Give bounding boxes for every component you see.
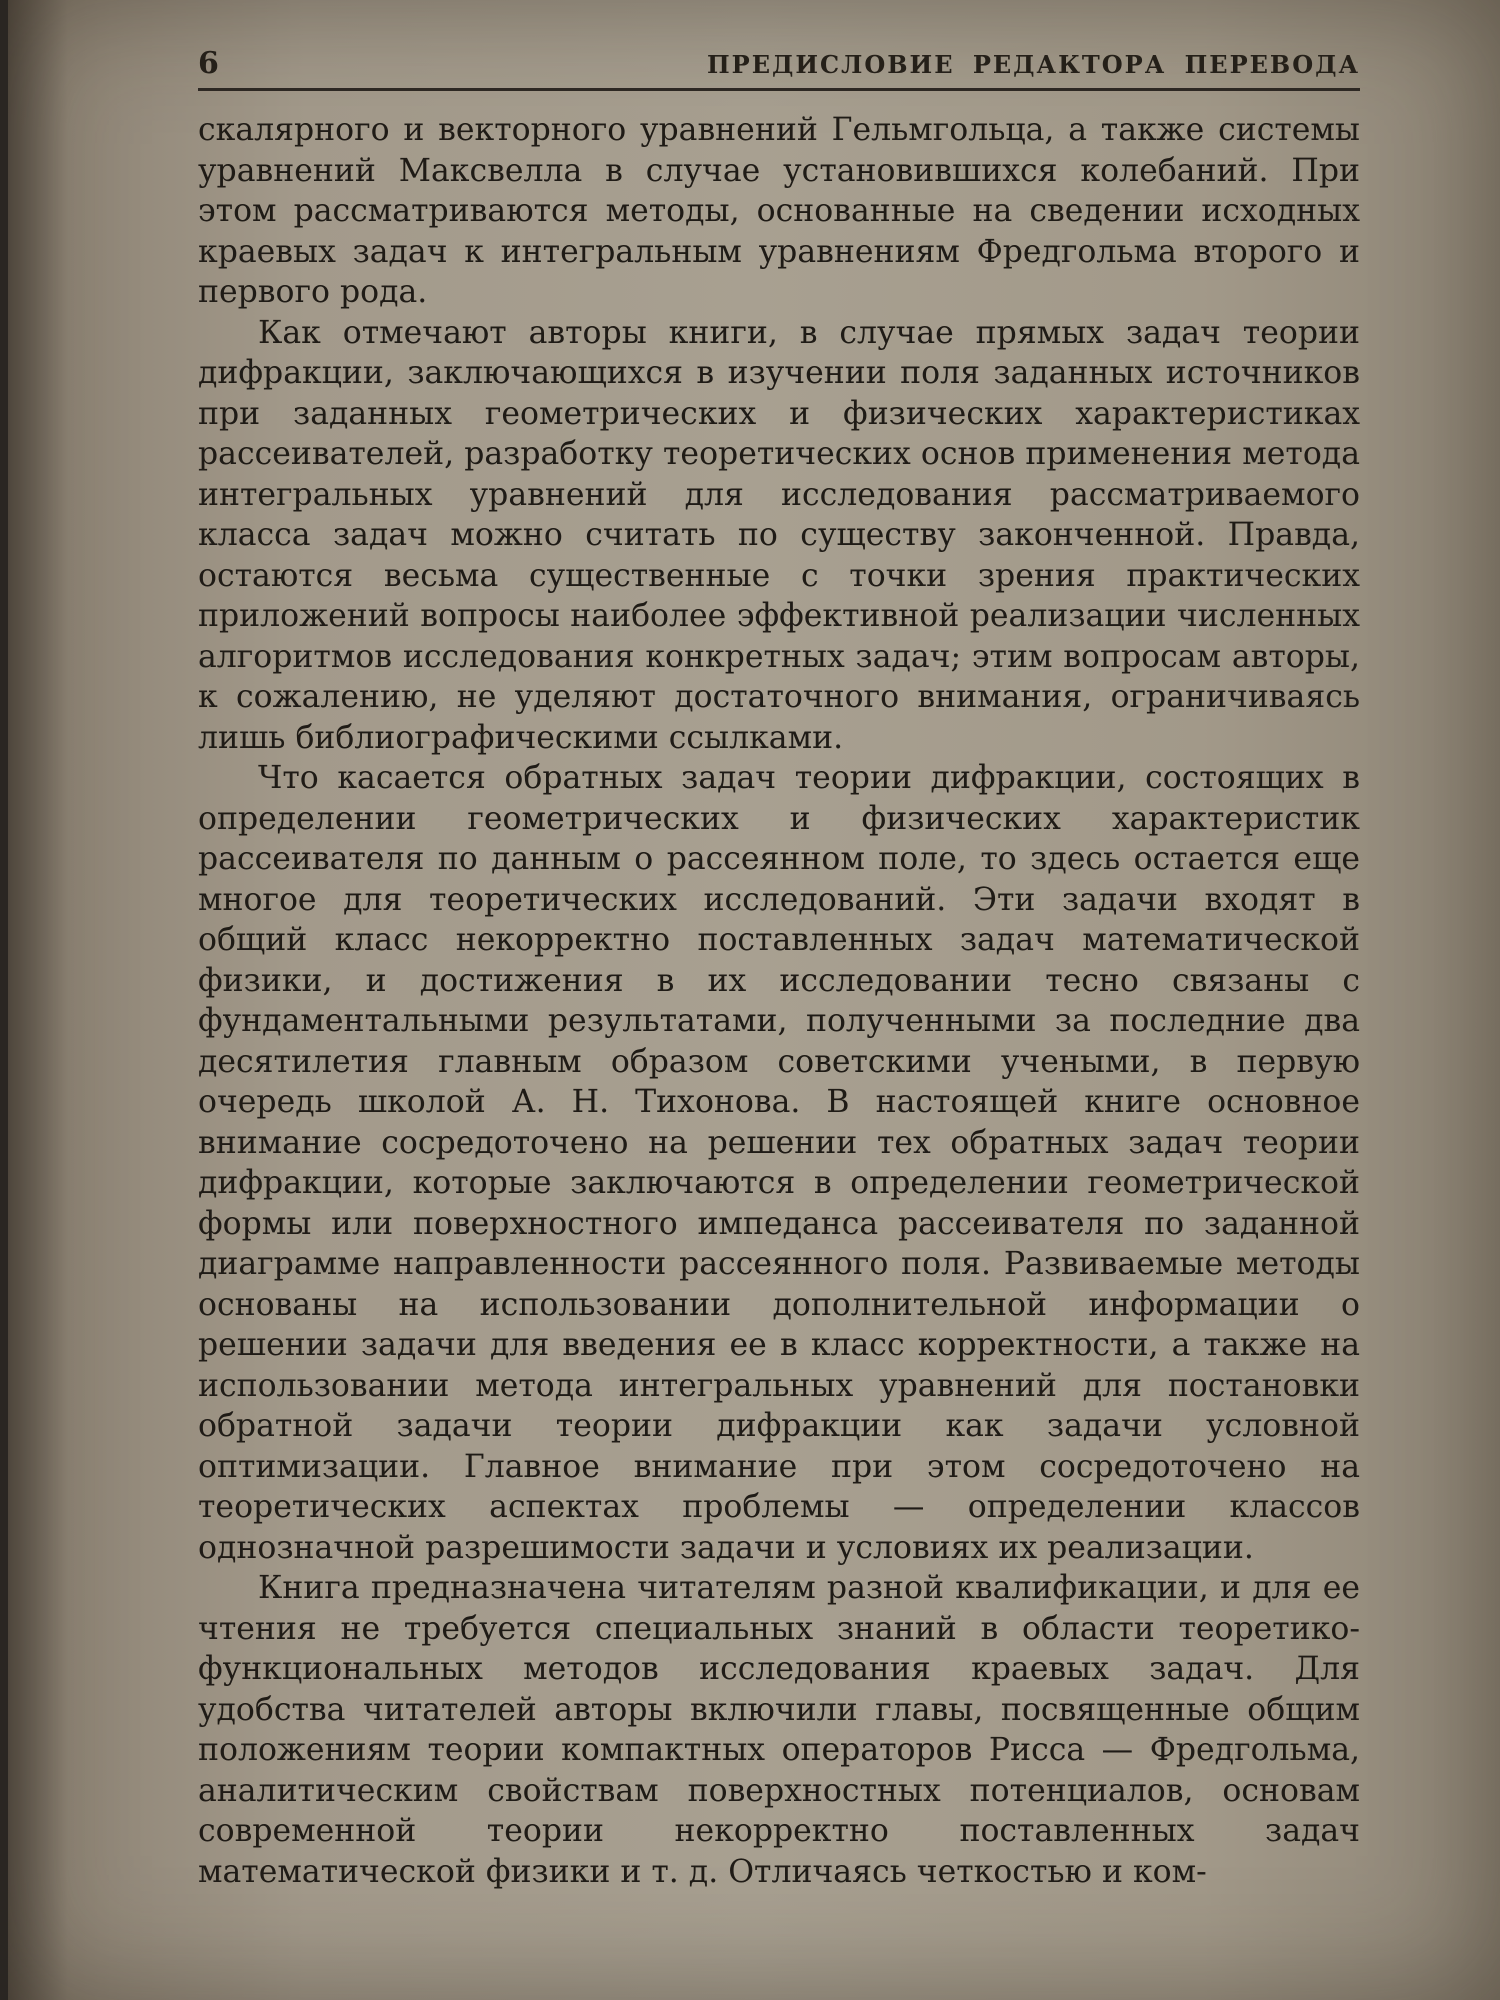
paragraph-4: Книга предназначена читателям разной квалификации, и для ее чтения не требуется специальных знаний в области теоретико-функциональных методов исследования краевых задач. Для удобства читателей авторы включили главы, посвященные общим положениям теории компактных операторов Рисса — Фредгольма, аналитическим свойствам поверхностных потенциалов, основам современной теории некорректно поставленных задач математической физики и т. д. Отличаясь четкостью и ком- [198, 1570, 1360, 1890]
running-head: ПРЕДИСЛОВИЕ РЕДАКТОРА ПЕРЕВОДА [706, 50, 1360, 79]
paragraph-1: скалярного и векторного уравнений Гельмгольца, а также системы уравнений Максвелла в случае установившихся колебаний. При этом рассматриваются методы, основанные на сведении исходных краевых задач к интегральным уравнениям Фредгольма второго и первого рода. [198, 112, 1360, 310]
paragraph-2: Как отмечают авторы книги, в случае прямых задач теории дифракции, заключающихся в изучении поля заданных источников при заданных геометрических и физических характеристиках рассеивателей, разработку теоретических основ применения метода интегральных уравнений для исследования рассматриваемого класса задач можно считать по существу законченной. Правда, остаются весьма существенные с точки зрения практических приложений вопросы наиболее эффективной реализации численных алгоритмов исследования конкретных задач; этим вопросам авторы, к сожалению, не уделяют достаточного внимания, ограничиваясь лишь библиографическими ссылками. [198, 314, 1360, 756]
page-number: 6 [198, 46, 219, 81]
paragraph-3: Что касается обратных задач теории дифракции, состоящих в определении геометрических и физических характеристик рассеивателя по данным о рассеянном поле, то здесь остается еще многое для теоретических исследований. Эти задачи входят в общий класс некорректно поставленных задач математической физики, и достижения в их исследовании тесно связаны с фундаментальными результатами, полученными за последние два десятилетия главным образом советскими учеными, в первую очередь школой А. Н. Тихонова. В настоящей книге основное внимание сосредоточено на решении тех обратных задач теории дифракции, которые заключаются в определении геометрической формы или поверхностного импеданса рассеивателя по заданной диаграмме направленности рассеянного поля. Развиваемые методы основаны на использовании дополнительной информации о решении задачи для введения ее в класс корректности, а также на использовании метода интегральных уравнений для постановки обратной задачи теории дифракции как задачи условной оптимизации. Главное внимание при этом сосредоточено на теоретических аспектах проблемы — определении классов однозначной разрешимости задачи и условиях их реализации. [198, 760, 1360, 1566]
book-page [8, 0, 1500, 2000]
body-text [198, 110, 1360, 1892]
page-header [198, 42, 1360, 91]
